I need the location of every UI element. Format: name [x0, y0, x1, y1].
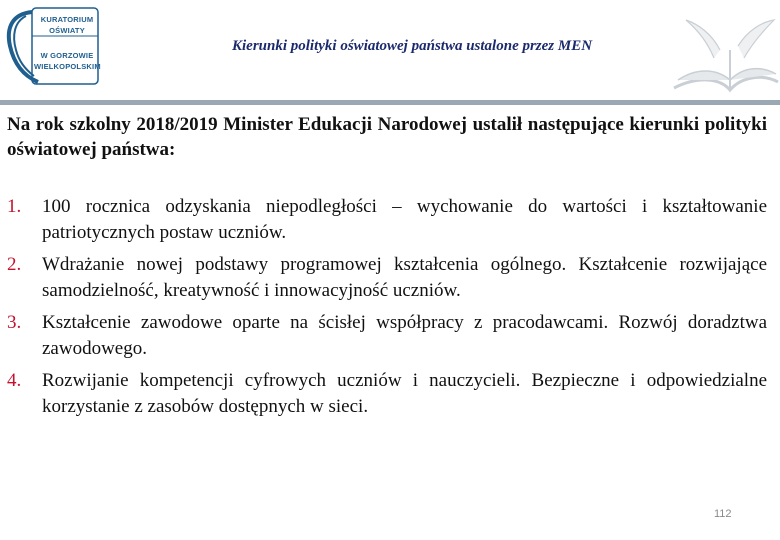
open-book-icon [668, 10, 780, 102]
logo-line: WIELKOPOLSKIM [34, 62, 101, 71]
logo-line: KURATORIUM [40, 15, 94, 24]
list-number: 3. [7, 312, 22, 333]
list-number: 2. [7, 254, 22, 275]
list-item [7, 252, 767, 304]
list-item-text: Rozwijanie kompetencji cyfrowych uczniów i nauczycieli. Bezpieczne i odpowiedzialne korzystanie z zasobów dostępnych w sieci. [42, 370, 767, 417]
kuratorium-logo [4, 6, 100, 88]
page-number: 112 [714, 508, 732, 520]
logo-line: W GORZOWIE [40, 51, 94, 60]
intro-paragraph: Na rok szkolny 2018/2019 Minister Edukacji Narodowej ustalił następujące kierunki polityki oświatowej państwa: [7, 114, 767, 160]
logo-line: OŚWIATY [49, 26, 85, 35]
list-number: 1. [7, 196, 22, 217]
list-item [7, 310, 767, 362]
header-divider [0, 100, 780, 105]
slide-header [0, 0, 780, 102]
policy-directions-list [7, 194, 767, 426]
slide-title: Kierunki polityki oświatowej państwa ustalone przez MEN [232, 38, 593, 54]
list-item-text: Wdrażanie nowej podstawy programowej kształcenia ogólnego. Kształcenie rozwijające samodzielność, kreatywność i innowacyjność uczniów. [42, 254, 767, 301]
list-item-text: 100 rocznica odzyskania niepodległości – wychowanie do wartości i kształtowanie patriotycznych postaw uczniów. [42, 196, 767, 243]
list-item [7, 194, 767, 246]
list-number: 4. [7, 370, 22, 391]
list-item [7, 368, 767, 420]
list-item-text: Kształcenie zawodowe oparte na ścisłej współpracy z pracodawcami. Rozwój doradztwa zawodowego. [42, 312, 767, 359]
